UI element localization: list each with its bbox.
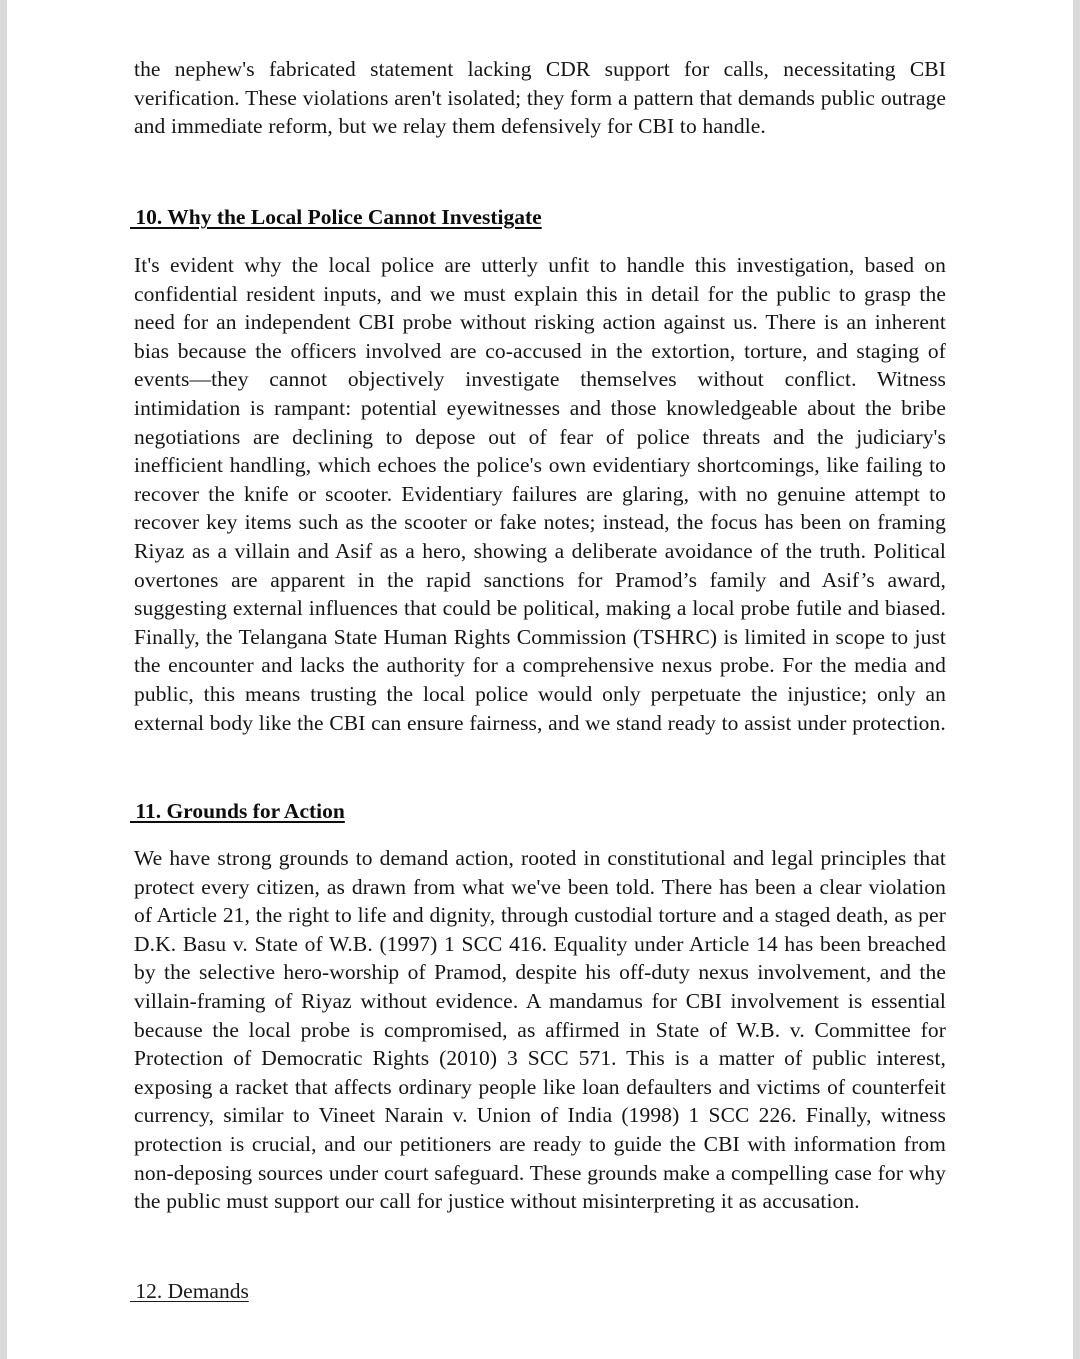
section-body-block-11 bbox=[134, 844, 946, 1216]
section-heading-block-12 bbox=[130, 1277, 946, 1306]
section-body-11: We have strong grounds to demand action, rooted in constitutional and legal principles that protect every citizen, as drawn from what we've been told. There has been a clear violation of Article 21, the right to life and dignity, through custodial torture and a staged death, as per D.K. Basu v. State of W.B. (1997) 1 SCC 416. Equality under Article 14 has been breached by the selective hero-worship of Pramod, despite his off-duty nexus involvement, and the villain-framing of Riyaz without evidence. A mandamus for CBI involvement is essential because the local probe is compromised, as affirmed in State of W.B. v. Committee for Protection of Democratic Rights (2010) 3 SCC 571. This is a matter of public interest, exposing a racket that affects ordinary people like loan defaulters and victims of counterfeit currency, similar to Vineet Narain v. Union of India (1998) 1 SCC 226. Finally, witness protection is crucial, and our petitioners are ready to guide the CBI with information from non-deposing sources under court safeguard. These grounds make a compelling case for why the public must support our call for justice without misinterpreting it as accusation. bbox=[134, 846, 946, 1214]
section-heading-11 bbox=[130, 797, 946, 826]
section-heading-12 bbox=[130, 1277, 946, 1306]
section-body-block-10 bbox=[134, 251, 946, 737]
section-heading-11-text: 11. Grounds for Action bbox=[130, 799, 345, 823]
section-heading-12-text: 12. Demands bbox=[130, 1279, 249, 1303]
section-heading-10-text: 10. Why the Local Police Cannot Investigate bbox=[130, 205, 542, 229]
document-page-sheet bbox=[7, 0, 1073, 1359]
section-heading-10 bbox=[130, 203, 946, 232]
intro-paragraph: the nephew's fabricated statement lacking CDR support for calls, necessitating CBI verification. These violations aren't isolated; they form a pattern that demands public outrage and immediate reform, but we relay them defensively for CBI to handle. bbox=[134, 57, 946, 139]
section-body-10: It's evident why the local police are utterly unfit to handle this investigation, based on confidential resident inputs, and we must explain this in detail for the public to grasp the need for an independent CBI probe without risking action against us. There is an inherent bias because the officers involved are co-accused in the extortion, torture, and staging of events—they cannot objectively investigate themselves without conflict. Witness intimidation is rampant: potential eyewitnesses and those knowledgeable about the bribe negotiations are declining to depose out of fear of police threats and the judiciary's inefficient handling, which echoes the police's own evidentiary shortcomings, like failing to recover the knife or scooter. Evidentiary failures are glaring, with no genuine attempt to recover key items such as the scooter or fake notes; instead, the focus has been on framing Riyaz as a villain and Asif as a hero, showing a deliberate avoidance of the truth. Political overtones are apparent in the rapid sanctions for Pramod’s family and Asif’s award, suggesting external influences that could be political, making a local probe futile and biased. Finally, the Telangana State Human Rights Commission (TSHRC) is limited in scope to just the encounter and lacks the authority for a comprehensive nexus probe. For the media and public, this means trusting the local police would only perpetuate the injustice; only an external body like the CBI can ensure fairness, and we stand ready to assist under protection. bbox=[134, 253, 946, 735]
intro-paragraph-block bbox=[134, 55, 946, 141]
section-heading-block-11 bbox=[130, 797, 946, 826]
section-heading-block-10 bbox=[130, 203, 946, 232]
